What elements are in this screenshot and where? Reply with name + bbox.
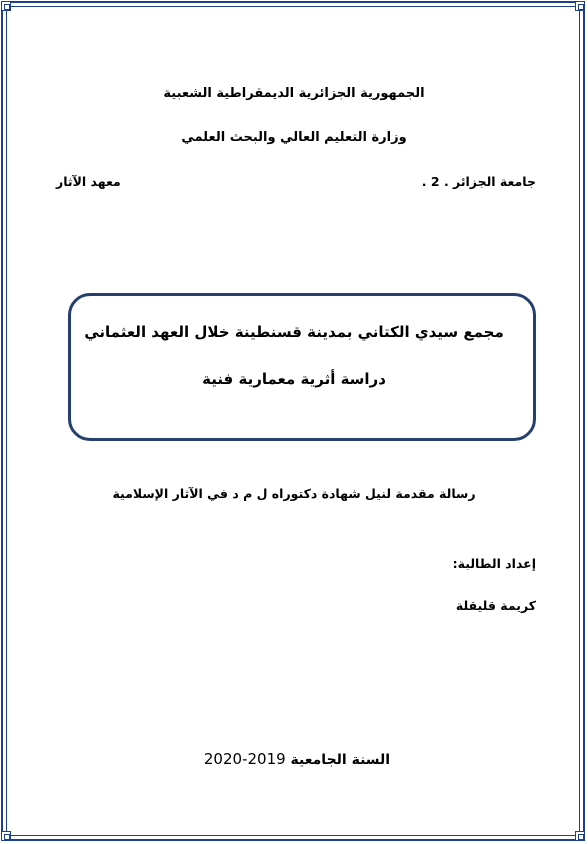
- thesis-statement: رسالة مقدمة لنيل شهادة دكتوراه ل م د في الآثار الإسلامية: [112, 486, 476, 501]
- institute-name: معهد الآثار: [56, 174, 121, 189]
- student-name: كريمة قليقلة: [455, 598, 536, 613]
- university-name: جامعة الجزائر . 2 .: [421, 174, 536, 189]
- academic-year-value: 2020-2019: [203, 750, 286, 768]
- corner-ornament-bottom-left: [1, 831, 11, 841]
- title-box: [68, 293, 536, 441]
- academic-year-label: السنة الجامعية: [290, 752, 391, 768]
- academic-year: [0, 750, 588, 768]
- republic-heading: الجمهورية الجزائرية الديمقراطية الشعبية: [163, 86, 425, 101]
- corner-ornament-top-right: [575, 1, 585, 11]
- corner-ornament-top-left: [1, 1, 11, 11]
- thesis-title: مجمع سيدي الكتاني بمدينة قسنطينة خلال العهد العثماني: [84, 323, 504, 341]
- ministry-heading: وزارة التعليم العالي والبحث العلمي: [181, 130, 407, 145]
- thesis-subtitle: دراسة أثرية معمارية فنية: [202, 370, 386, 388]
- corner-ornament-bottom-right: [575, 831, 585, 841]
- prepared-by-label: إعداد الطالبة:: [452, 556, 536, 571]
